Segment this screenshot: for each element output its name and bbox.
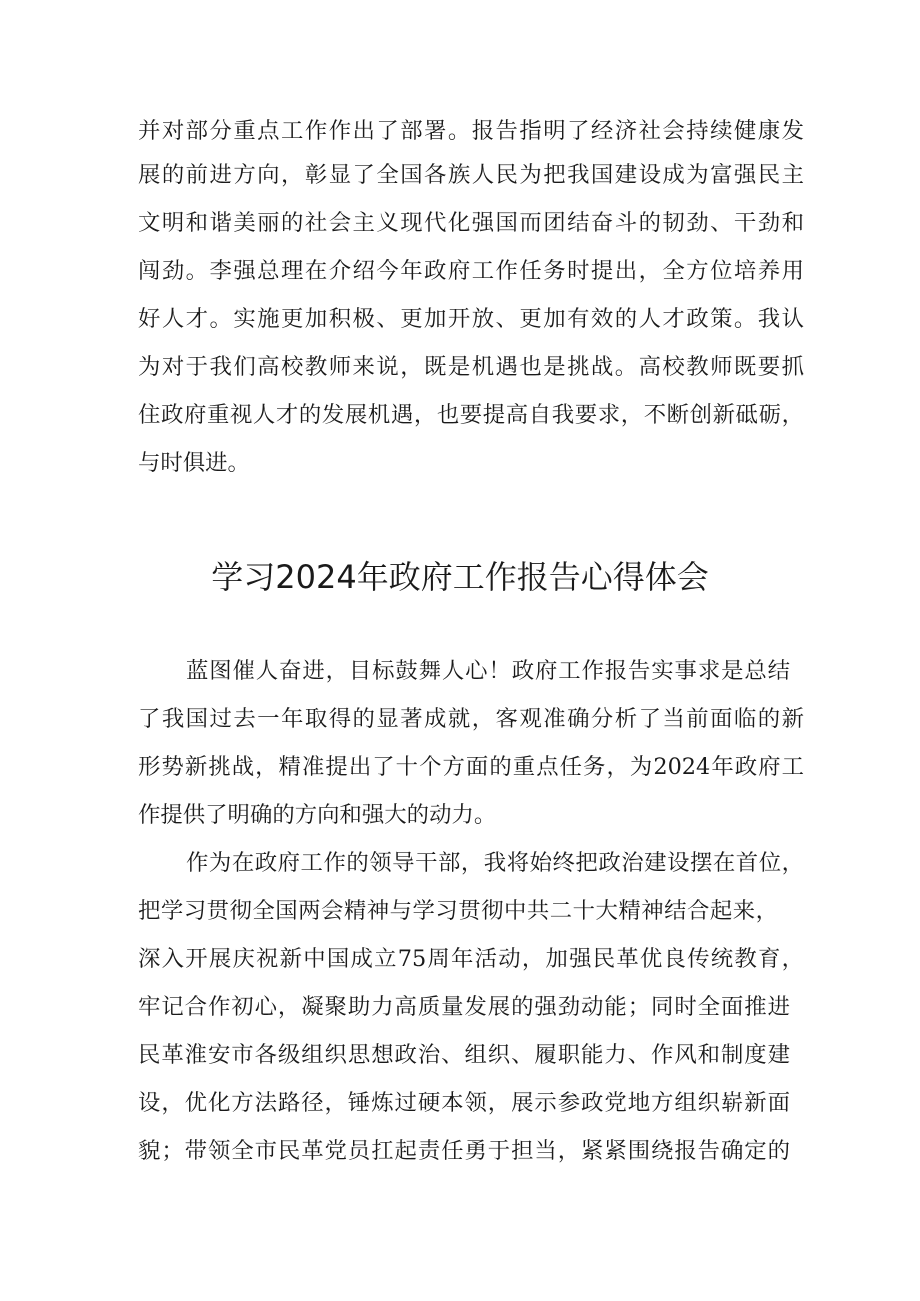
paragraph2-line-5: 民革淮安市各级组织思想政治、组织、履职能力、作风和制度建 bbox=[138, 1042, 790, 1068]
intro-line-3: 文明和谐美丽的社会主义现代化强国而团结奋斗的韧劲、干劲和 bbox=[138, 210, 804, 236]
intro-line-5: 好人才。实施更加积极、更加开放、更加有效的人才政策。我认 bbox=[138, 306, 804, 332]
paragraph1-line-3: 形势新挑战，精准提出了十个方面的重点任务，为2024年政府工 bbox=[138, 754, 804, 780]
paragraph2-line-4: 牢记合作初心，凝聚助力高质量发展的强劲动能；同时全面推进 bbox=[138, 994, 790, 1020]
paragraph1-line-4: 作提供了明确的方向和强大的动力。 bbox=[138, 802, 497, 828]
intro-line-4: 闯劲。李强总理在介绍今年政府工作任务时提出，全方位培养用 bbox=[138, 258, 804, 284]
paragraph2-line-1: 作为在政府工作的领导干部，我将始终把政治建设摆在首位， bbox=[186, 850, 804, 876]
paragraph2-line-2: 把学习贯彻全国两会精神与学习贯彻中共二十大精神结合起来， bbox=[138, 898, 778, 924]
paragraph1-line-2: 了我国过去一年取得的显著成就，客观准确分析了当前面临的新 bbox=[138, 706, 804, 732]
intro-line-1: 并对部分重点工作作出了部署。报告指明了经济社会持续健康发 bbox=[138, 118, 804, 144]
paragraph2-line-7: 貌；带领全市民革党员扛起责任勇于担当，紧紧围绕报告确定的 bbox=[138, 1138, 790, 1164]
paragraph2-line-6: 设，优化方法路径，锤炼过硬本领，展示参政党地方组织崭新面 bbox=[138, 1090, 790, 1116]
intro-line-2: 展的前进方向，彰显了全国各族人民为把我国建设成为富强民主 bbox=[138, 162, 804, 188]
paragraph2-line-3: 深入开展庆祝新中国成立75周年活动，加强民革优良传统教育， bbox=[138, 946, 804, 972]
intro-line-8: 与时俱进。 bbox=[138, 450, 250, 476]
intro-line-7: 住政府重视人才的发展机遇，也要提高自我要求，不断创新砥砺， bbox=[138, 402, 804, 428]
page-title: 学习2024年政府工作报告心得体会 bbox=[211, 558, 709, 596]
paragraph1-line-1: 蓝图催人奋进，目标鼓舞人心！政府工作报告实事求是总结 bbox=[186, 658, 790, 684]
intro-line-6: 为对于我们高校教师来说，既是机遇也是挑战。高校教师既要抓 bbox=[138, 354, 804, 380]
